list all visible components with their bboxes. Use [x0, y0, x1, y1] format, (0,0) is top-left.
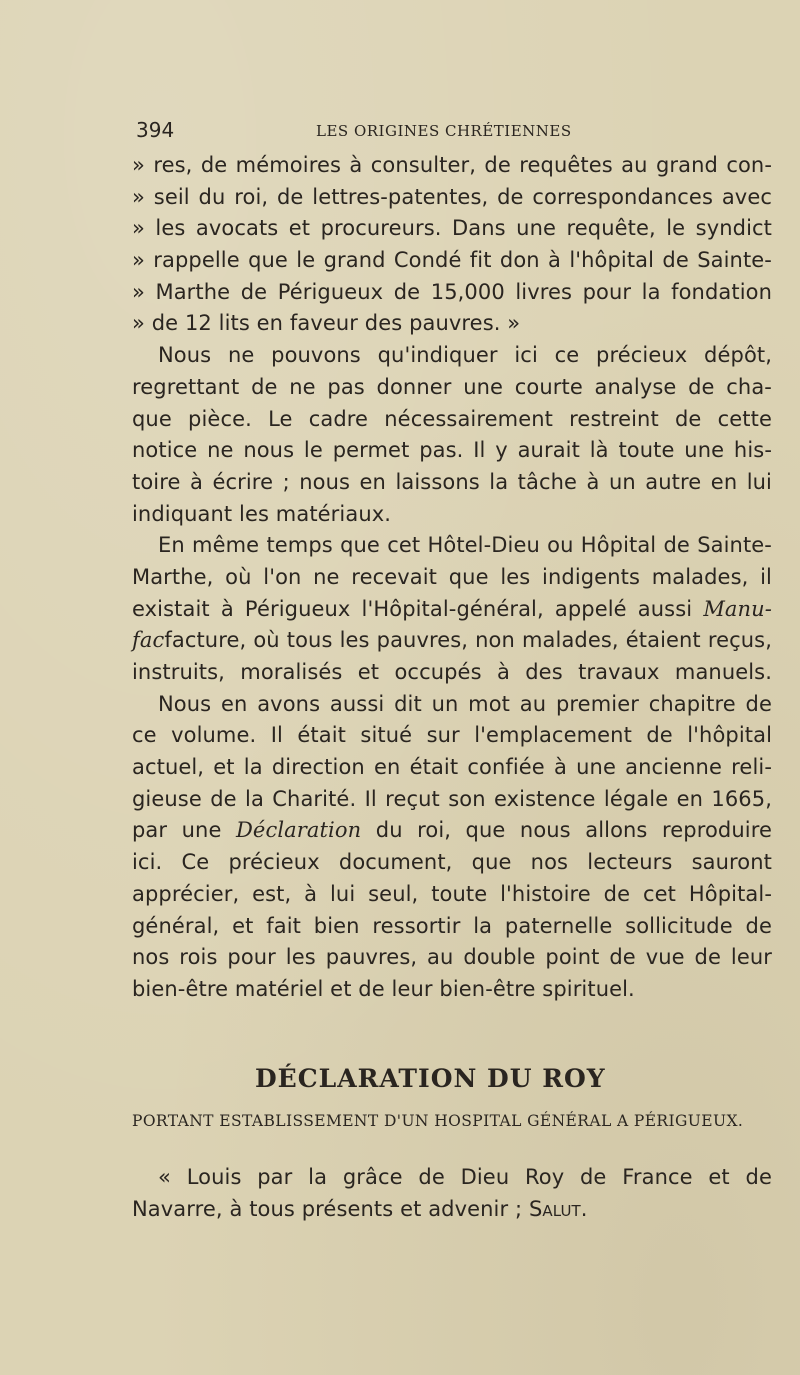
text-line: [132, 625, 772, 657]
text-line-part: existait à Périgueux l'Hôpital-général, appelé aussi: [132, 596, 704, 621]
text-line: général, et fait bien ressortir la paternelle sollicitude de: [132, 913, 772, 938]
text-line: indiquant les matériaux.: [132, 501, 392, 526]
body-text: [132, 150, 772, 1006]
text-line: bien-être matériel et de leur bien-être spirituel.: [132, 976, 635, 1001]
salut-word: Salut.: [528, 1196, 588, 1221]
text-line: [132, 815, 772, 847]
text-line: » Marthe de Périgueux de 15,000 livres pour la fondation: [132, 279, 772, 304]
text-line: » seil du roi, de lettres-patentes, de correspondances avec: [132, 184, 772, 209]
section-heading: DÉCLARATION DU ROY: [255, 1064, 606, 1093]
text-line: instruits, moralisés et occupés à des travaux manuels.: [132, 660, 772, 684]
text-line: nos rois pour les pauvres, au double point de vue de leur: [132, 945, 772, 970]
text-line: [132, 594, 772, 626]
text-line: apprécier, est, à lui seul, toute l'histoire de cet Hôpital-: [132, 881, 772, 906]
text-line: » res, de mémoires à consulter, de requêtes au grand con-: [132, 153, 772, 177]
text-line: ici. Ce précieux document, que nos lecteurs sauront: [132, 850, 772, 875]
text-line-part: Navarre, à tous présents et advenir ;: [132, 1196, 529, 1221]
text-line: toire à écrire ; nous en laissons la tâche à un autre en lui: [132, 469, 772, 494]
text-line: Marthe, où l'on ne recevait que les indigents malades, il: [132, 564, 772, 589]
text-line: ce volume. Il était situé sur l'emplacement de l'hôpital: [132, 723, 772, 748]
text-line: regrettant de ne pas donner une courte analyse de cha-: [132, 374, 772, 399]
text-line: » de 12 lits en faveur des pauvres. »: [132, 311, 521, 336]
text-line: » les avocats et procureurs. Dans une requête, le syndict: [132, 216, 772, 241]
text-line: « Louis par la grâce de Dieu Roy de France et de: [158, 1165, 772, 1189]
text-line: [132, 1194, 772, 1226]
text-line: que pièce. Le cadre nécessairement restreint de cette: [132, 406, 772, 431]
text-line-part: facture, où tous les pauvres, non malades, étaient reçus,: [164, 628, 772, 653]
text-line: Nous en avons aussi dit un mot au premier chapitre de: [158, 691, 772, 716]
running-title: LES ORIGINES CHRÉTIENNES: [316, 122, 572, 140]
text-line: Nous ne pouvons qu'indiquer ici ce précieux dépôt,: [158, 343, 772, 368]
text-line: En même temps que cet Hôtel-Dieu ou Hôpital de Sainte-: [158, 533, 772, 558]
page-number: 394: [136, 118, 175, 142]
italic-term: Déclaration: [236, 818, 362, 843]
text-line: actuel, et la direction en était confiée à une ancienne reli-: [132, 755, 772, 780]
italic-term: Manu-: [703, 596, 772, 621]
italic-term: fac: [132, 628, 165, 653]
running-head: [136, 118, 666, 144]
section-subheading: PORTANT ESTABLISSEMENT D'UN HOSPITAL GÉNÉRAL A PÉRIGUEUX.: [132, 1112, 744, 1130]
text-line: » rappelle que le grand Condé fit don à l'hôpital de Sainte-: [132, 248, 772, 273]
text-line-part: du roi, que nous allons reproduire: [361, 818, 772, 843]
declaration-opening: [132, 1162, 772, 1225]
text-line-part: par une: [132, 818, 236, 843]
text-line: gieuse de la Charité. Il reçut son existence légale en 1665,: [132, 786, 772, 811]
text-line: notice ne nous le permet pas. Il y aurait là toute une his-: [132, 438, 772, 463]
